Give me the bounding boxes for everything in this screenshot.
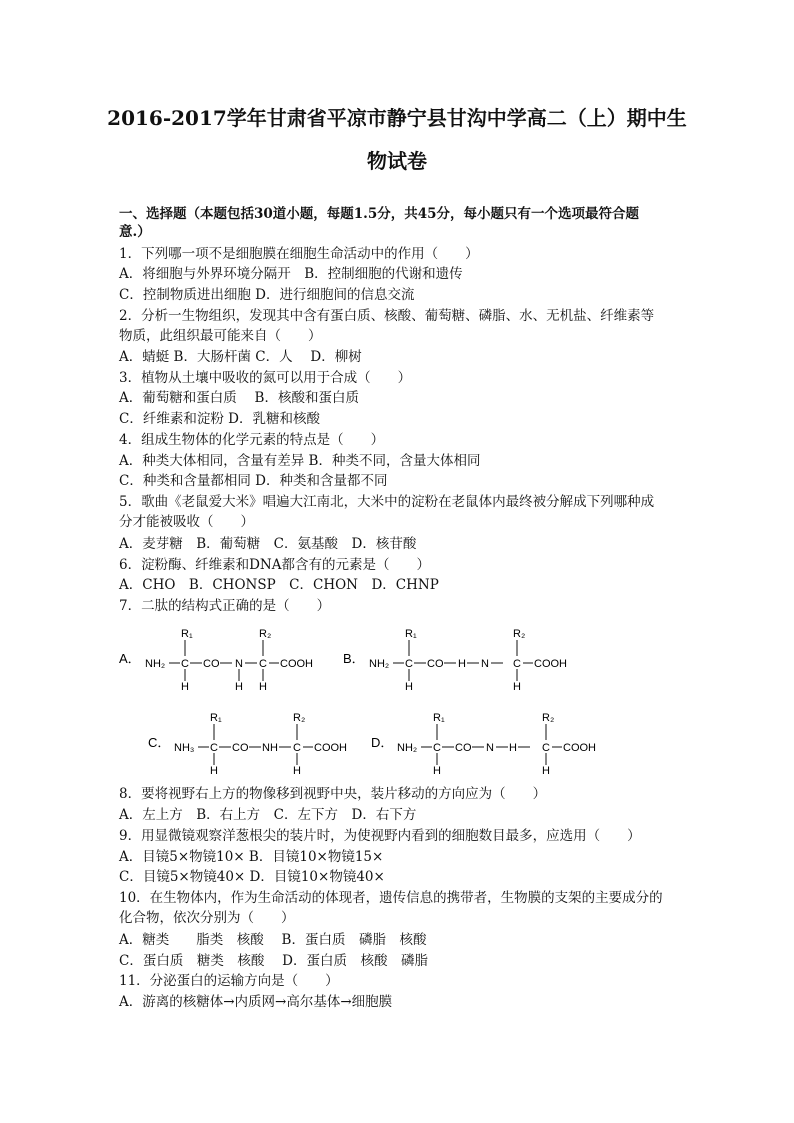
hydrogen: H [210,765,218,774]
section-heading-line1: 一、选择题（本题包括30道小题，每题1.5分，共45分，每小题只有一个选项最符合题 [119,206,640,222]
question-line: A．将细胞与外界环境分隔开 B．控制细胞的代谢和遗传 [119,266,463,282]
hydrogen: H [181,681,189,690]
r1-group: R₁ [181,628,193,640]
alpha-carbon: C [542,742,550,754]
carbonyl-group: CO [427,658,444,670]
question-line: A．游离的核糖体→内质网→高尔基体→细胞膜 [119,994,393,1010]
question-line: 6．淀粉酶、纤维素和DNA都含有的元素是（ ） [119,557,430,573]
question-line: A．CHO B．CHONSP C．CHON D．CHNP [119,577,439,593]
carboxyl-group: COOH [280,658,313,670]
hydrogen: H [513,681,521,690]
option-label: C． [148,735,171,750]
r2-group: R₂ [542,712,555,724]
dipeptide-option-c [148,708,363,778]
hydrogen: H [433,765,441,774]
question-line: 9．用显微镜观察洋葱根尖的装片时，为使视野内看到的细胞数目最多，应选用（ ） [119,828,641,844]
amino-group: NH₂ [397,742,418,754]
question-line: A．种类大体相同，含量有差异 B．种类不同，含量大体相同 [119,453,481,469]
alpha-carbon: C [293,742,301,754]
question-line: A．糖类 脂类 核酸 B．蛋白质 磷脂 核酸 [119,932,427,948]
hydrogen: H [235,681,243,690]
dipeptide-option-b [343,624,573,694]
option-label: A． [119,651,141,666]
dipeptide-option-d [371,708,601,778]
question-line: 5．歌曲《老鼠爱大米》唱遍大江南北，大米中的淀粉在老鼠体内最终被分解成下列哪种成 [119,494,655,510]
question-line: C．控制物质进出细胞 D．进行细胞间的信息交流 [119,287,415,303]
alpha-carbon: C [433,742,441,754]
question-line: 8．要将视野右上方的物像移到视野中央，装片移动的方向应为（ ） [119,786,547,802]
carboxyl-group: COOH [314,742,347,754]
page-title-line2: 物试卷 [367,149,427,173]
question-line: C．目镜5×物镜40× D．目镜10×物镜40× [119,869,385,885]
amino-group: NH₂ [145,658,166,670]
alpha-carbon: C [513,658,521,670]
imino-group: NH [262,742,278,754]
hydrogen: H [293,765,301,774]
alpha-carbon: C [259,658,267,670]
alpha-carbon: C [181,658,189,670]
option-label: B． [343,651,365,666]
amino-group: NH₂ [369,658,390,670]
question-line: A．蜻蜓 B．大肠杆菌 C．人 D．柳树 [119,349,362,365]
carbonyl-group: CO [203,658,220,670]
question-line: 4．组成生物体的化学元素的特点是（ ） [119,432,385,448]
amino-group: NH₃ [174,742,195,754]
carbonyl-group: CO [455,742,472,754]
r1-group: R₁ [405,628,417,640]
hydrogen: H [458,658,466,670]
r1-group: R₁ [210,712,222,724]
section-heading-line2: 意.） [119,224,151,240]
r2-group: R₂ [259,628,272,640]
nitrogen: N [235,658,243,670]
question-line: A．左上方 B．右上方 C．左下方 D．右下方 [119,807,417,823]
r2-group: R₂ [293,712,306,724]
question-line: 化合物，依次分别为（ ） [119,910,295,926]
r2-group: R₂ [513,628,526,640]
question-line: A．麦芽糖 B．葡萄糖 C．氨基酸 D．核苷酸 [119,536,417,552]
alpha-carbon: C [405,658,413,670]
question-line: 2．分析一生物组织，发现其中含有蛋白质、核酸、葡萄糖、磷脂、水、无机盐、纤维素等 [119,308,655,324]
nitrogen: N [481,658,489,670]
alpha-carbon: C [210,742,218,754]
option-label: D． [371,735,394,750]
carboxyl-group: COOH [534,658,567,670]
question-line: C．蛋白质 糖类 核酸 D．蛋白质 核酸 磷脂 [119,953,428,969]
question-line: A．葡萄糖和蛋白质 B．核酸和蛋白质 [119,390,359,406]
hydrogen: H [509,742,517,754]
question-line: 10．在生物体内，作为生命活动的体现者，遗传信息的携带者，生物膜的支架的主要成分的 [119,890,663,906]
carbonyl-group: CO [232,742,249,754]
r1-group: R₁ [433,712,445,724]
question-line: C．纤维素和淀粉 D．乳糖和核酸 [119,411,320,427]
question-line: C．种类和含量都相同 D．种类和含量都不同 [119,473,388,489]
question-line: 11．分泌蛋白的运输方向是（ ） [119,973,339,989]
question-line: 物质，此组织最可能来自（ ） [119,328,322,344]
question-line: 1．下列哪一项不是细胞膜在细胞生命活动中的作用（ ） [119,246,479,262]
hydrogen: H [542,765,550,774]
carboxyl-group: COOH [563,742,596,754]
question-line: A．目镜5×物镜10× B．目镜10×物镜15× [119,849,384,865]
page-title-line1: 2016-2017学年甘肃省平凉市静宁县甘沟中学高二（上）期中生 [107,106,687,130]
question-line: 3．植物从土壤中吸收的氮可以用于合成（ ） [119,370,412,386]
nitrogen: N [486,742,494,754]
question-line: 7．二肽的结构式正确的是（ ） [119,598,331,614]
dipeptide-option-a [119,624,329,694]
question-line: 分才能被吸收（ ） [119,514,254,530]
hydrogen: H [259,681,267,690]
hydrogen: H [405,681,413,690]
